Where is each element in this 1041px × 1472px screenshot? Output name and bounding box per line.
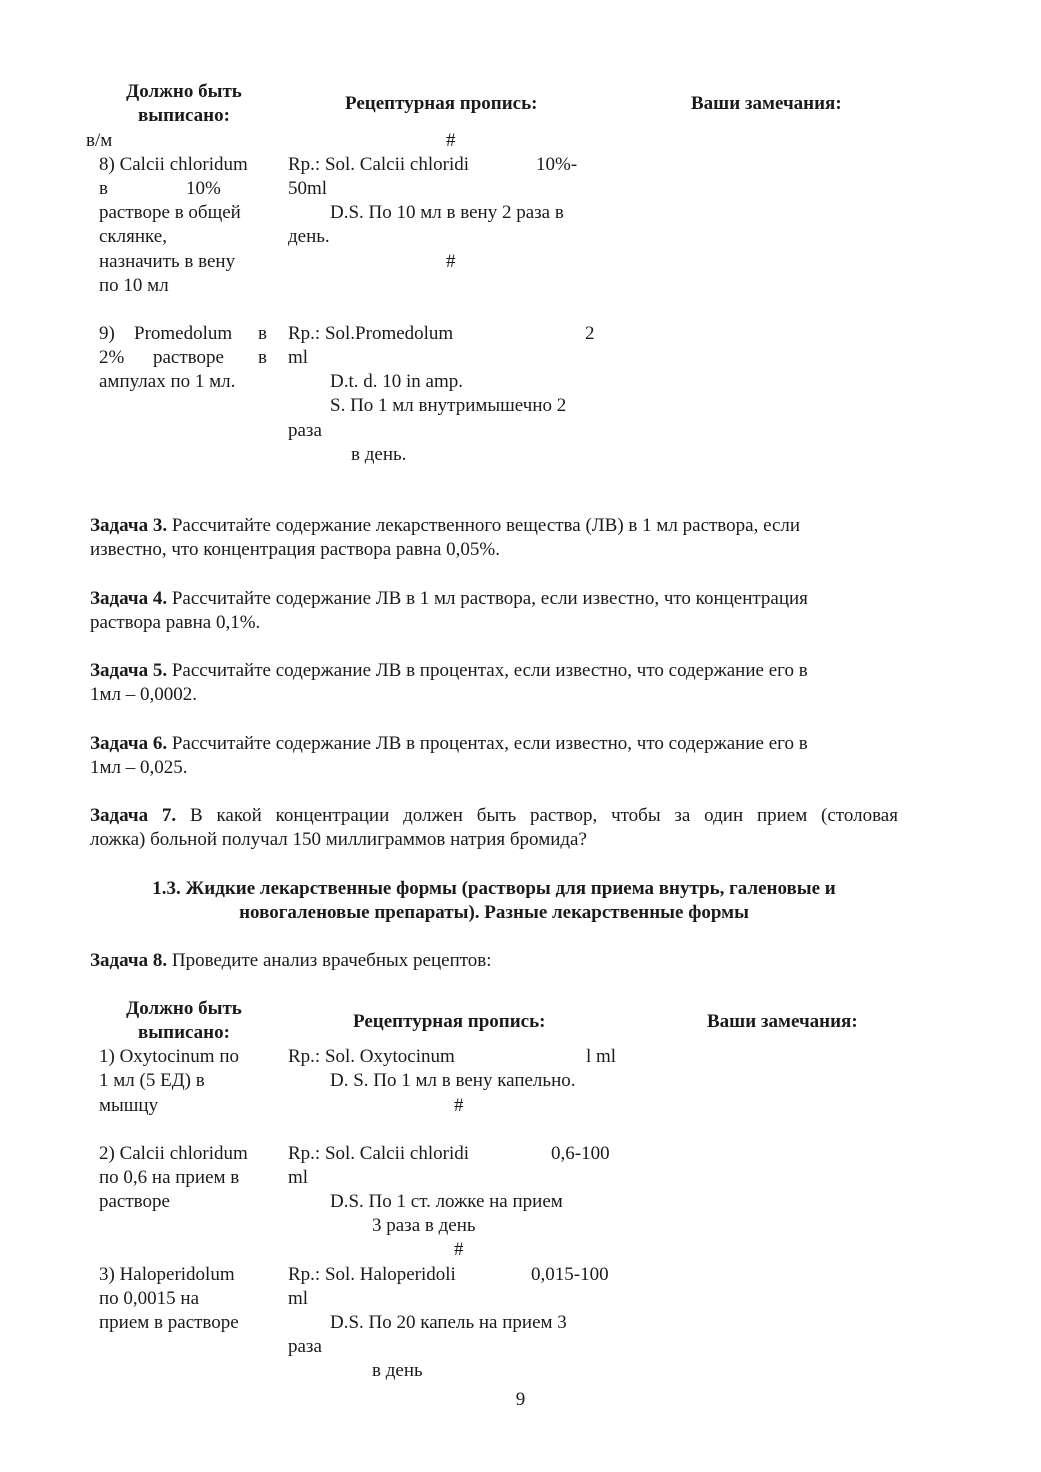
t1-row9-rx2: ml [288, 347, 309, 368]
t1-row9-s2: раза [288, 420, 322, 441]
task-6 [90, 732, 898, 780]
task-7-text-2: ложка) больной получал 150 миллиграммов натрия бромида? [90, 829, 587, 850]
task-4-text-2: раствора равна 0,1%. [90, 612, 261, 633]
t2-row2-left-2: по 0,6 на прием в [99, 1167, 240, 1188]
t1-row8-left-5: назначить в вену [99, 251, 236, 272]
section-title-line2: новогаленовые препараты). Разные лекарственные формы [239, 902, 749, 923]
task-8-text: Проведите анализ врачебных рецептов: [167, 950, 492, 971]
task-7-label: Задача 7. [90, 805, 177, 826]
section-title-line1: 1.3. Жидкие лекарственные формы (растворы для приема внутрь, галеновые и [152, 878, 836, 899]
t2-row1-hash: # [454, 1095, 464, 1116]
t2-header-col1-line1: Должно быть [126, 998, 242, 1019]
t1-row8-ds1: D.S. По 10 мл в вену 2 раза в [330, 202, 564, 223]
t2-row3-rx1: Rp.: Sol. Haloperidoli [288, 1264, 456, 1285]
t2-header-col2: Рецептурная пропись: [353, 1011, 546, 1032]
t2-row3-rx2: ml [288, 1288, 309, 1309]
task-8-label: Задача 8. [90, 950, 168, 971]
t1-cont-hash: # [446, 130, 456, 151]
task-5 [90, 659, 898, 707]
t2-row3-left-2: по 0,0015 на [99, 1288, 200, 1309]
t2-header-col1-line2: выписано: [138, 1022, 230, 1043]
t2-row2-ds1: D.S. По 1 ст. ложке на прием [330, 1191, 563, 1212]
t2-row2-hash: # [454, 1239, 464, 1260]
t2-row3-left-3: прием в растворе [99, 1312, 239, 1333]
t1-row8-left-6: по 10 мл [99, 275, 169, 296]
task-4-text: Рассчитайте содержание ЛВ в 1 мл раствора, если известно, что концентрация [167, 588, 808, 609]
t1-row9-s1: S. По 1 мл внутримышечно 2 [330, 395, 567, 416]
t2-row3-ds2: раза [288, 1336, 322, 1357]
t1-row9-left-2a: 2% [99, 347, 125, 368]
t2-row3-rx1-amount: 0,015-100 [531, 1264, 609, 1285]
t1-cont-left: в/м [86, 130, 113, 151]
t2-row1-left-2: 1 мл (5 ЕД) в [99, 1070, 205, 1091]
t2-row3-left-1: 3) Haloperidolum [99, 1264, 235, 1285]
t1-row8-rx2: 50ml [288, 178, 328, 199]
t1-row9-left-3: ампулах по 1 мл. [99, 371, 236, 392]
task-4-label: Задача 4. [90, 588, 168, 609]
t2-row1-left-3: мышцу [99, 1095, 159, 1116]
task-6-label: Задача 6. [90, 733, 168, 754]
t2-row2-left-1: 2) Calcii chloridum [99, 1143, 248, 1164]
t1-row8-left-2a: в [99, 178, 108, 199]
t1-row8-hash: # [446, 251, 456, 272]
t2-row3-ds3: в день [372, 1360, 423, 1381]
task-3-text-2: известно, что концентрация раствора равна 0,05%. [90, 539, 500, 560]
t2-row1-rx1: Rp.: Sol. Oxytocinum [288, 1046, 455, 1067]
t1-row9-left-2b: растворе [153, 347, 224, 368]
t2-row1-ds1: D. S. По 1 мл в вену капельно. [330, 1070, 576, 1091]
t1-header-col1-line2: выписано: [138, 105, 230, 126]
t1-row9-left-1b: Promedolum [134, 323, 233, 344]
t2-row1-rx1-amount: l ml [586, 1046, 617, 1067]
task-5-text-2: 1мл – 0,0002. [90, 684, 198, 705]
t1-row8-left-3: растворе в общей [99, 202, 241, 223]
t2-row3-ds1: D.S. По 20 капель на прием 3 [330, 1312, 567, 1333]
task-8 [90, 949, 898, 973]
t1-row9-left-1c: в [258, 323, 267, 344]
t1-row9-dtd: D.t. d. 10 in amp. [330, 371, 463, 392]
task-5-label: Задача 5. [90, 660, 168, 681]
t1-row8-ds2: день. [288, 226, 330, 247]
task-3 [90, 514, 898, 562]
t1-row8-left-4: склянке, [99, 226, 167, 247]
task-7-text: В какой концентрации должен быть раствор, чтобы за один прием (столовая [176, 805, 898, 826]
t2-row2-left-3: растворе [99, 1191, 170, 1212]
t2-row2-rx1: Rp.: Sol. Calcii chloridi [288, 1143, 470, 1164]
t2-row1-left-1: 1) Oxytocinum по [99, 1046, 239, 1067]
t1-header-col3: Ваши замечания: [691, 93, 842, 114]
task-6-text: Рассчитайте содержание ЛВ в процентах, если известно, что содержание его в [167, 733, 808, 754]
t1-header-col2: Рецептурная пропись: [345, 93, 538, 114]
t2-row2-rx1-amount: 0,6-100 [551, 1143, 610, 1164]
t1-row8-left-2b: 10% [186, 178, 221, 199]
task-3-text: Рассчитайте содержание лекарственного вещества (ЛВ) в 1 мл раствора, если [167, 515, 801, 536]
t1-row9-left-2c: в [258, 347, 267, 368]
t1-row8-rx1: Rp.: Sol. Calcii chloridi [288, 154, 470, 175]
t1-header-col1-line1: Должно быть [126, 81, 242, 102]
task-7 [90, 804, 898, 852]
task-3-label: Задача 3. [90, 515, 168, 536]
page-number: 9 [515, 1389, 526, 1410]
task-5-text: Рассчитайте содержание ЛВ в процентах, если известно, что содержание его в [167, 660, 808, 681]
task-4 [90, 587, 898, 635]
t1-row8-left-1: 8) Calcii chloridum [99, 154, 248, 175]
t2-header-col3: Ваши замечания: [707, 1011, 858, 1032]
t1-row8-rx1-amount: 10%- [536, 154, 578, 175]
t1-row9-s3: в день. [351, 444, 407, 465]
task-6-text-2: 1мл – 0,025. [90, 757, 188, 778]
t1-row9-rx1: Rp.: Sol.Promedolum [288, 323, 454, 344]
t2-row2-ds2: 3 раза в день [372, 1215, 476, 1236]
t1-row9-left-1a: 9) [99, 323, 115, 344]
t1-row9-rx1-amount: 2 [585, 323, 595, 344]
t2-row2-rx2: ml [288, 1167, 309, 1188]
